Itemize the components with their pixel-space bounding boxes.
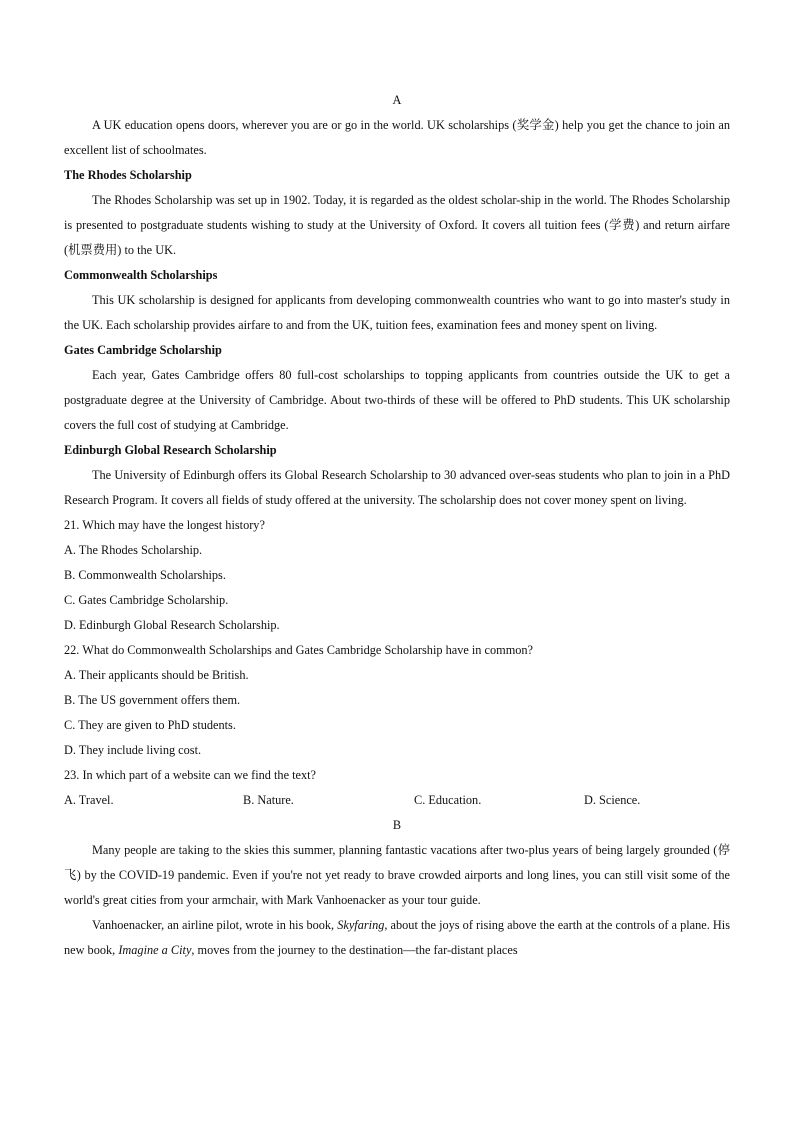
question-23-option-c: C. Education. — [414, 793, 482, 807]
question-22-option-b: B. The US government offers them. — [64, 693, 241, 707]
scholarship-title-commonwealth: Commonwealth Scholarships — [64, 268, 218, 282]
scholarship-text-gates: Each year, Gates Cambridge offers 80 full-cost scholarships to topping applicants from countries outside the UK to get a postgraduate degree at the University of Cambridge. About two-thirds of these will be offered to PhD students. This UK scholarship covers the full cost of studying at Cambridge. — [64, 368, 730, 432]
question-23-option-b: B. Nature. — [243, 793, 294, 807]
question-21-option-d: D. Edinburgh Global Research Scholarship. — [64, 618, 280, 632]
question-21-option-b: B. Commonwealth Scholarships. — [64, 568, 226, 582]
question-23-option-d: D. Science. — [584, 793, 641, 807]
question-23-stem: 23. In which part of a website can we find the text? — [64, 768, 316, 782]
paragraph-2-part-2: , about the joys of rising above the earth at the controls of a plane. His new book, — [64, 918, 730, 957]
section-a-intro: A UK education opens doors, wherever you are or go in the world. UK scholarships (奖学金) help you get the chance to join an excellent list of schoolmates. — [64, 118, 730, 157]
scholarship-title-gates: Gates Cambridge Scholarship — [64, 343, 222, 357]
question-23-options — [64, 788, 730, 813]
scholarship-text-rhodes: The Rhodes Scholarship was set up in 1902. Today, it is regarded as the oldest scholar-ship in the world. The Rhodes Scholarship is presented to postgraduate students wishing to study at the University of Oxford. It covers all tuition fees (学费) and return airfare (机票费用) to the UK. — [64, 193, 731, 257]
question-23-option-a: A. Travel. — [64, 793, 114, 807]
question-22-stem: 22. What do Commonwealth Scholarships and Gates Cambridge Scholarship have in common? — [64, 643, 534, 657]
scholarship-title-edinburgh: Edinburgh Global Research Scholarship — [64, 443, 277, 457]
question-21-option-a: A. The Rhodes Scholarship. — [64, 543, 203, 557]
paragraph-2-part-1: Vanhoenacker, an airline pilot, wrote in his book, — [92, 918, 338, 932]
book-title-skyfaring: Skyfaring — [337, 918, 385, 932]
scholarship-text-edinburgh: The University of Edinburgh offers its Global Research Scholarship to 30 advanced over-seas students who plan to join in a PhD Research Program. It covers all fields of study offered at the university. The scholarship does not cover money spent on living. — [64, 468, 730, 507]
section-a-label: A — [392, 93, 402, 107]
scholarship-text-commonwealth: This UK scholarship is designed for applicants from developing commonwealth countries who want to go into master's study in the UK. Each scholarship provides airfare to and from the UK, tuition fees, examination fees and money spent on living. — [64, 293, 730, 332]
question-21-stem: 21. Which may have the longest history? — [64, 518, 265, 532]
question-22-option-d: D. They include living cost. — [64, 743, 202, 757]
question-22-option-a: A. Their applicants should be British. — [64, 668, 249, 682]
book-title-imagine-a-city: Imagine a City — [118, 943, 192, 957]
question-21-option-c: C. Gates Cambridge Scholarship. — [64, 593, 229, 607]
section-b-paragraph-2 — [64, 913, 730, 963]
section-b-paragraph-1: Many people are taking to the skies this summer, planning fantastic vacations after two-plus years of being largely grounded (停飞) by the COVID-19 pandemic. Even if you're not yet ready to brave crowded airports and long lines, you can still visit some of the world's great cities from your armchair, with Mark Vanhoenacker as your tour guide. — [64, 843, 730, 907]
document-page — [64, 88, 730, 963]
scholarship-title-rhodes: The Rhodes Scholarship — [64, 168, 192, 182]
question-22-option-c: C. They are given to PhD students. — [64, 718, 236, 732]
paragraph-2-part-3: , moves from the journey to the destination—the far-distant places — [191, 943, 518, 957]
section-b-label: B — [392, 818, 402, 832]
